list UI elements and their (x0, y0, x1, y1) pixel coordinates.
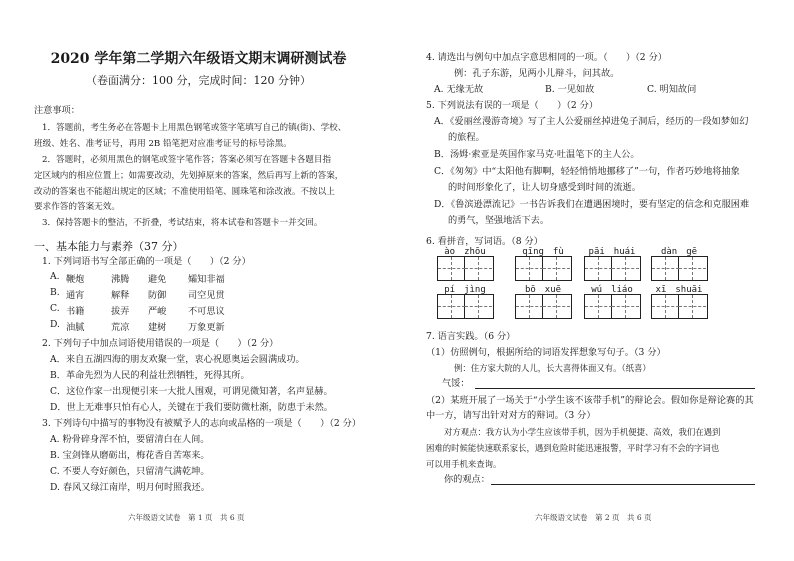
section-heading: 一、基本能力与素养（37 分） (34, 240, 184, 253)
notice-line: 1．答题前，考生务必在答题卡上用黑色钢笔或签字笔填写自己的镇(街)、学校、 (42, 123, 347, 133)
question-5-line: 的勇气，坚强地活下去。 (448, 215, 550, 226)
writing-grid[interactable] (437, 294, 494, 319)
option-word: 严峻 (148, 306, 167, 317)
option-word: 荒凉 (111, 322, 130, 333)
question-2-option: A．来自五湖四海的朋友欢聚一堂，衷心祝愿奥运会圆满成功。 (50, 354, 305, 365)
opponent-view: 可以用手机来查询。 (426, 459, 502, 469)
writing-grid[interactable] (515, 256, 572, 281)
option-word: 防御 (148, 290, 167, 301)
option-word: 油腻 (66, 322, 85, 333)
question-5-line: D．《鲁滨逊漂流记》一书告诉我们在遭遇困境时，要有坚定的信念和克服困难 (434, 199, 750, 210)
question-7-stem: 7. 语言实践。（6 分） (426, 331, 516, 342)
question-4-option: C. 明知故问 (647, 84, 697, 95)
notice-line: 班级、姓名、准考证号，再用 2B 铅笔把对应准考证号的标号涂黑。 (34, 139, 292, 149)
right-page (397, 0, 794, 561)
option-word: 孀知非福 (188, 274, 225, 285)
option-word: 拔弄 (111, 306, 130, 317)
answer-line[interactable] (491, 484, 755, 485)
pinyin-label: pāi huái (588, 247, 636, 257)
option-word: 书籍 (66, 306, 85, 317)
notice-title: 注意事项： (34, 105, 80, 116)
writing-grid[interactable] (437, 256, 494, 281)
pinyin-label: dàn gē (660, 247, 698, 257)
question-5-line: A．《爱丽丝漫游奇境》写了主人公爱丽丝掉进兔子洞后，经历的一段如梦如幻 (434, 116, 749, 127)
question-5-line: C．《匆匆》中“太阳他有脚啊，轻轻悄悄地挪移了”一句，作者巧妙地将抽象 (434, 166, 740, 177)
question-7-example: 例：住方家大院的人儿，长大喜得体面又有。（纸喜） (454, 363, 651, 373)
question-6-stem: 6. 看拼音，写词语。（8 分） (426, 236, 543, 247)
question-2-option: D．世上无难事只怕有心人，关键在于我们要防微杜渐，防患于未然。 (50, 402, 333, 413)
writing-grid[interactable] (584, 294, 641, 319)
option-letter: B. (50, 287, 60, 298)
option-word: 避免 (148, 274, 167, 285)
answer-prompt: 气馁： (442, 378, 470, 389)
option-word: 解释 (111, 290, 130, 301)
notice-line: 定区域内的相应位置上；如需要改动，先划掉原来的答案，然后再写上新的答案， (34, 171, 344, 181)
pinyin-label: pí jìng (444, 285, 486, 295)
question-4-stem: 4. 请选出与例句中加点字意思相同的一项。（ ）（2 分） (426, 52, 667, 63)
pinyin-label: xī shuāi (655, 285, 703, 295)
option-word: 鞭炮 (66, 274, 85, 285)
question-3-stem: 3. 下列诗句中描写的事物没有被赋予人的志向或品格的一项是（ ）（2 分） (42, 418, 362, 429)
pinyin-label: qīng fù (522, 247, 564, 257)
question-2-option: C．这位作家一出现便引来一大批人围观，可谓见微知著，名声显赫。 (50, 386, 333, 397)
question-5-line: 的旅程。 (448, 132, 485, 143)
option-letter: C. (50, 303, 60, 314)
question-2-stem: 2. 下列句子中加点词语使用错误的一项是（ ）（2 分） (42, 338, 279, 349)
question-5-line: 的时间形象化了，让人切身感受到时间的流逝。 (448, 182, 641, 193)
answer-line[interactable] (475, 388, 755, 389)
exam-subtitle: （卷面满分：100 分，完成时间：120 分钟） (86, 74, 311, 87)
question-5-line: B．汤姆·索亚是英国作家马克·吐温笔下的主人公。 (434, 149, 640, 160)
option-word: 建树 (148, 322, 167, 333)
writing-grid[interactable] (515, 294, 572, 319)
notice-line: 要求作答的答案无效。 (34, 202, 120, 212)
question-2-option: B．革命先烈为人民的利益壮烈牺牲，死得其所。 (50, 370, 250, 381)
notice-line: 2．答题时，必须用黑色的钢笔或签字笔作答；答案必须写在答题卡各题目指 (42, 155, 332, 165)
question-3-option: B. 宝剑锋从磨砺出，梅花香自苦寒来。 (50, 450, 210, 461)
answer-prompt: 你的观点： (444, 474, 490, 485)
question-4-example: 例：孔子东游，见两小儿辩斗，问其故。 (454, 68, 620, 79)
exam-title: 2020 学年第二学期六年级语文期末调研测试卷 (50, 51, 347, 67)
question-1-stem: 1. 下列词语书写全部正确的一项是（ ）（2 分） (42, 256, 251, 267)
question-7-part2: （2）某班开展了一场关于“小学生该不该带手机”的辩论会。假如你是辩论赛的其 (426, 395, 754, 406)
pinyin-label: wú liáo (591, 285, 633, 295)
page-footer: 六年级语文试卷 第 1 页 共 6 页 (128, 513, 245, 522)
question-4-option: B. 一见如故 (545, 84, 595, 95)
option-word: 司空见贯 (188, 290, 225, 301)
option-word: 通宵 (66, 290, 85, 301)
question-7-part1: （1）仿照例句，根据所给的词语发挥想象写句子。（3 分） (426, 347, 666, 358)
pinyin-label: ào zhōu (444, 247, 486, 257)
question-4-option: A. 无缘无故 (434, 84, 484, 95)
writing-grid[interactable] (584, 256, 641, 281)
pinyin-label: bō xuē (524, 285, 562, 295)
opponent-view: 困难的时候能快速联系家长，遇到危险时能迅速报警，平时学习有不会的字词也 (426, 443, 720, 453)
writing-grid[interactable] (651, 256, 708, 281)
page-footer: 六年级语文试卷 第 2 页 共 6 页 (535, 513, 652, 522)
option-word: 万象更新 (188, 322, 225, 333)
question-3-option: C. 不要人夸好颜色，只留清气满乾坤。 (50, 466, 210, 477)
question-3-option: D. 春风又绿江南岸，明月何时照我还。 (50, 482, 210, 493)
notice-line: 3．保持答题卡的整洁，不折叠，考试结束，将本试卷和答题卡一并交回。 (42, 218, 323, 228)
question-3-option: A. 粉骨碎身浑不怕，要留清白在人间。 (50, 434, 210, 445)
writing-grid[interactable] (651, 294, 708, 319)
opponent-view: 对方观点：我方认为小学生应该带手机，因为手机便捷、高效，我们在遇到 (444, 427, 721, 437)
option-word: 沸腾 (111, 274, 130, 285)
question-7-part2: 中一方，请写出针对对方的辩词。（3 分） (426, 410, 596, 421)
option-letter: A. (50, 271, 60, 282)
option-word: 不可思议 (188, 306, 225, 317)
notice-line: 改动的答案也不能超出规定的区域；不准使用铅笔、圆珠笔和涂改液。不按以上 (34, 187, 335, 197)
option-letter: D. (50, 319, 60, 330)
question-5-stem: 5. 下列说法有误的一项是（ ）（2 分） (426, 100, 599, 111)
